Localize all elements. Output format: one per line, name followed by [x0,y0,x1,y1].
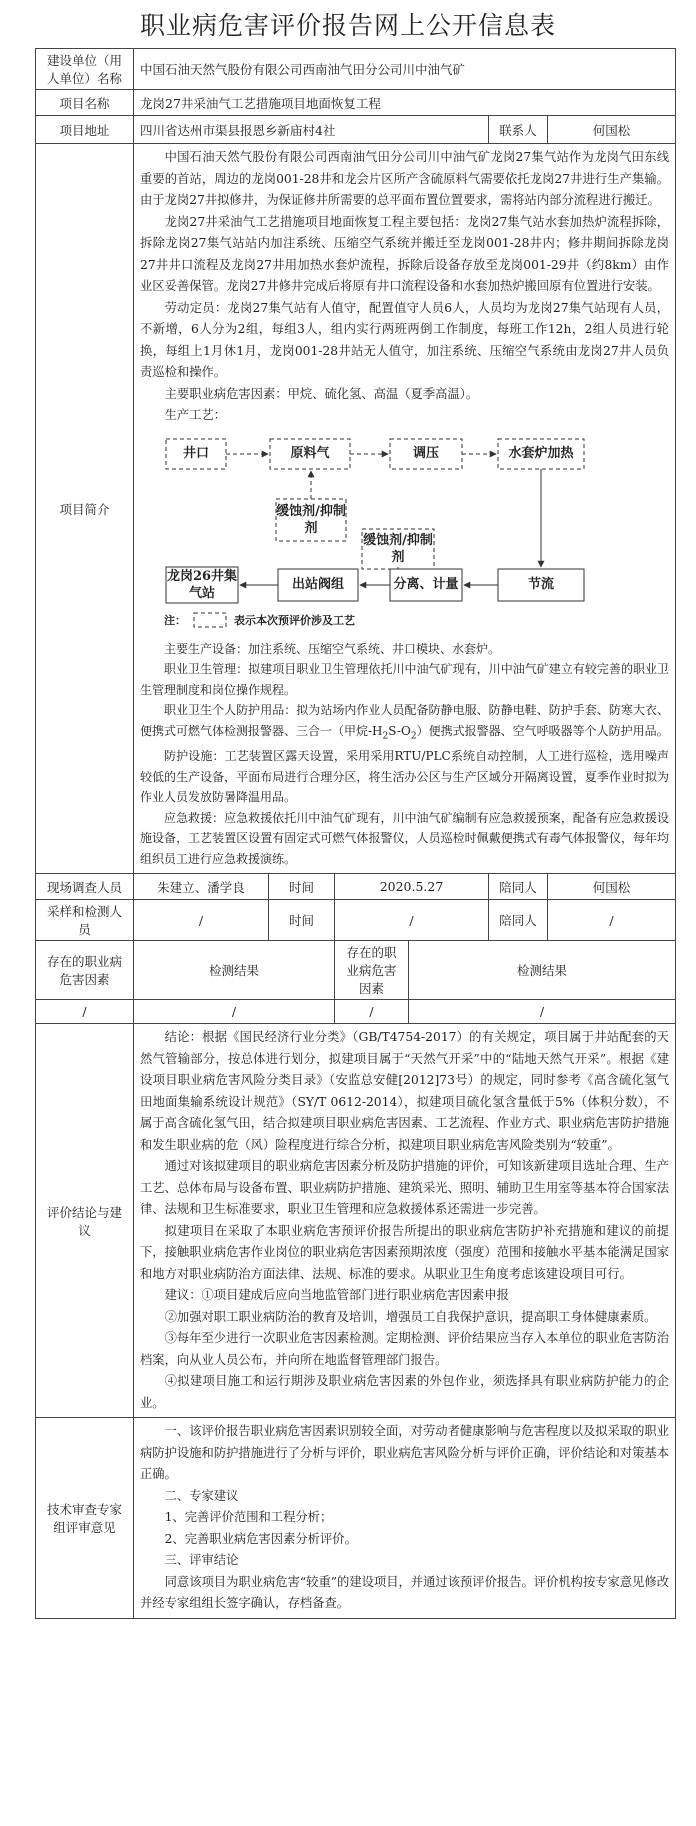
legend-note-label: 注： [164,613,186,627]
project-address-row [36,116,676,144]
project-address-label: 项目地址 [36,116,134,144]
intro-paragraph: 主要职业病危害因素：甲烷、硫化氢、高温（夏季高温）。 [164,386,479,401]
node-wellhead: 井口 [182,446,209,461]
node-throttling: 节流 [527,577,554,592]
conclusion-paragraph: ②加强对职工职业病防治的教育及培训，增强员工自我保护意识，提高职工身体健康素质。 [164,1309,657,1324]
node-raw-gas: 原料气 [290,446,330,461]
conclusion-paragraph: ④拟建项目施工和运行期涉及职业病危害因素的外包作业，须选择具有职业病防护能力的企业。 [140,1374,670,1410]
intro-content [134,144,676,874]
review-paragraph: 一、该评价报告职业病危害因素识别较全面，对劳动者健康影响与危害程度以及拟采取的职业病防护设施和防护措施进行了分析与评价，职业病危害风险分析与评价正确，评价结论和对策基本正确。 [140,1424,670,1482]
node-gas-station: 龙岗26井集气站 [166,568,238,601]
intro-paragraph: 主要生产设备：加注系统、压缩空气系统、井口模块、水套炉。 [164,641,501,656]
ppe-text: 职业卫生个人防护用品：拟为站场内作业人员配备防静电服、防静电鞋、防护手套、防寒大衣、便携式可燃气体检测报警器、三合一（甲烷-H [140,703,670,738]
review-label: 技术审查专家组评审意见 [36,1418,134,1619]
hazard-cell: / [409,1000,676,1024]
onsite-value: 朱建立、潘学良 [134,874,269,900]
sampling-time: / [335,900,489,941]
project-name-row [36,90,676,116]
review-row [36,1418,676,1619]
conclusion-content [134,1024,676,1418]
intro-paragraph: 劳动定员：龙岗27集气站有人值守，配置值守人员6人，人员均为龙岗27集气站现有人员，不新增，6人分为2组，每组3人，组内实行两班两倒工作制度，每班工作12h，2组人员进行轮换，每组上1月休1月，龙岗001-28井站无人值守，加注系统、压缩空气系统由龙岗27井人员负责巡检和操作。 [140,300,670,379]
hazard-factor-label-2: 存在的职业病危害因素 [335,941,409,1000]
review-paragraph: 三、评审结论 [164,1553,239,1568]
info-table [35,48,676,1619]
conclusion-paragraph: 拟建项目在采取了本职业病危害预评价报告所提出的职业病危害防护补充措施和建议的前提下，接触职业病危害作业岗位的职业病危害因素预期浓度（强度）范围和接触水平基本能满足国家和地方对职业病防治方面法律、法规、标准的要求。从职业卫生角度考虑该建设项目可行。 [140,1223,670,1281]
intro-paragraph: 应急救援：应急救援依托川中油气矿现有，川中油气矿编制有应急救援预案，配备有应急救援设施设备，工艺装置区设置有固定式可燃气体报警仪，人员巡检时佩戴便携式有毒气体报警仪，每年均组织员工进行应急救援演练。 [140,810,670,866]
onsite-label: 现场调查人员 [36,874,134,900]
legend-dashed-box [194,613,226,627]
unit-value: 中国石油天然气股份有限公司西南油气田分公司川中油气矿 [134,49,676,90]
review-content [134,1418,676,1619]
unit-row [36,49,676,90]
onsite-accompany-label: 陪同人 [489,874,548,900]
project-name-value: 龙岗27井采油气工艺措施项目地面恢复工程 [134,90,676,116]
ppe-sub-2a: 2 [382,730,389,741]
node-inhibitor-2: 缓蚀剂/抑制剂 [363,532,433,565]
contact-label: 联系人 [489,116,548,144]
hazard-header-row [36,941,676,1000]
onsite-time: 2020.5.27 [335,874,489,900]
contact-value: 何国松 [548,116,676,144]
intro-paragraph: 生产工艺： [164,408,227,422]
sampling-accompany: / [548,900,676,941]
node-inhibitor-1: 缓蚀剂/抑制剂 [276,503,346,536]
hazard-cell: / [335,1000,409,1024]
sampling-accompany-label: 陪同人 [489,900,548,941]
hazard-factor-label: 存在的职业病危害因素 [36,941,134,1000]
node-outlet-valve: 出站阀组 [291,577,344,592]
hazard-result-label: 检测结果 [134,941,335,1000]
conclusion-label: 评价结论与建议 [36,1024,134,1418]
review-paragraph: 同意该项目为职业病危害“较重”的建设项目，并通过该预评价报告。评价机构按专家意见修改并经专家组组长签字确认，存档备查。 [140,1574,670,1611]
intro-paragraph: 防护设施：工艺装置区露天设置，采用采用RTU/PLC系统自动控制，人工进行巡检，选用噪声较低的生产设备，平面布局进行合理分区，将生活办公区与生产区域分开隔离设置，夏季作业时拟为作业人员发放防暑降温用品。 [140,749,670,805]
node-water-heater: 水套炉加热 [508,446,574,461]
onsite-row [36,874,676,900]
conclusion-paragraph: 结论：根据《国民经济行业分类》（GB/T4754-2017）的有关规定，项目属于井站配套的天然气管输部分，按总体进行划分，拟建项目属于“天然气开采”中的“陆地天然气开采”。根据《建设项目职业病危害风险分类目录》（安监总安健[2012]73号）的规定，同时参考《高含硫化氢气田地面集输系统设计规范》（SY/T 0612-2014），拟建项目硫化氢含量低于5%（体积分数），不属于高含硫化氢气田，结合拟建项目职业病危害因素、工艺流程、作业方式、职业病危害防护措施和发生职业病的危（风）险程度进行综合分析，拟建项目职业病危害风险类别为“较重”。 [140,1030,670,1152]
sampling-label: 采样和检测人员 [36,900,134,941]
legend-note-text: 表示本次预评价涉及工艺 [234,613,355,627]
process-flow-diagram [158,433,626,631]
sampling-time-label: 时间 [269,900,335,941]
ppe-sub-2b: 2 [410,730,417,741]
conclusion-row [36,1024,676,1418]
node-pressure-regulation: 调压 [412,446,439,461]
sampling-value: / [134,900,269,941]
intro-row [36,144,676,874]
intro-paragraph: 龙岗27井采油气工艺措施项目地面恢复工程主要包括：龙岗27集气站水套加热炉流程拆除，拆除龙岗27集气站站内加注系统、压缩空气系统并搬迁至龙岗001-28井内；修井期间拆除龙岗27井井口流程及龙岗27井用加热水套炉流程，拆除后设备存放至龙岗001-29井（约8km）由作业区妥善保管。龙岗27井修井完成后将原有井口流程设备和水套加热炉搬回原有位置进行安装。 [140,214,670,293]
review-paragraph: 1、完善评价范围和工程分析； [164,1510,333,1525]
sampling-row [36,900,676,941]
conclusion-paragraph: ③每年至少进行一次职业危害因素检测。定期检测、评价结果应当存入本单位的职业危害防治档案，向从业人员公布，并向所在地监督管理部门报告。 [140,1331,670,1367]
review-paragraph: 2、完善职业病危害因素分析评价。 [164,1531,357,1546]
hazard-cell: / [36,1000,134,1024]
hazard-data-row [36,1000,676,1024]
conclusion-paragraph: 建议：①项目建成后应向当地监管部门进行职业病危害因素申报 [164,1288,509,1303]
hazard-result-label-2: 检测结果 [409,941,676,1000]
hazard-cell: / [134,1000,335,1024]
ppe-text-mid: S-O [388,723,411,738]
project-address-value: 四川省达州市渠县报恩乡新庙村4社 [134,116,489,144]
node-separation: 分离、计量 [393,577,459,592]
conclusion-paragraph: 通过对该拟建项目的职业病危害因素分析及防护措施的评价，可知该新建项目选址合理、生产工艺、总体布局与设备布置、职业病防护措施、建筑采光、照明、辅助卫生用室等基本符合国家法律、法规和卫生标准要求，职业卫生管理和应急救援体系还需进一步完善。 [140,1159,670,1217]
onsite-accompany: 何国松 [548,874,676,900]
intro-label: 项目简介 [36,144,134,874]
intro-paragraph: 中国石油天然气股份有限公司西南油气田分公司川中油气矿龙岗27集气站作为龙岗气田东线重要的首站，周边的龙岗001-28井和龙会片区所产含硫原料气需要依托龙岗27井进行生产集输。由于龙岗27井拟修井，为保证修井所需要的总平面布置位置要求，需将站内部分流程进行搬迁。 [140,150,670,207]
review-paragraph: 二、专家建议 [164,1488,239,1503]
ppe-text-end: ）便携式报警器、空气呼吸器等个人防护用品。 [416,723,669,738]
intro-paragraph: 职业卫生管理：拟建项目职业卫生管理依托川中油气矿现有，川中油气矿建立有较完善的职业卫生管理制度和岗位操作规程。 [140,662,670,697]
onsite-time-label: 时间 [269,874,335,900]
page-title: 职业病危害评价报告网上公开信息表 [139,11,556,40]
project-name-label: 项目名称 [36,90,134,116]
ppe-paragraph [140,700,669,746]
unit-label: 建设单位（用人单位）名称 [36,49,134,90]
